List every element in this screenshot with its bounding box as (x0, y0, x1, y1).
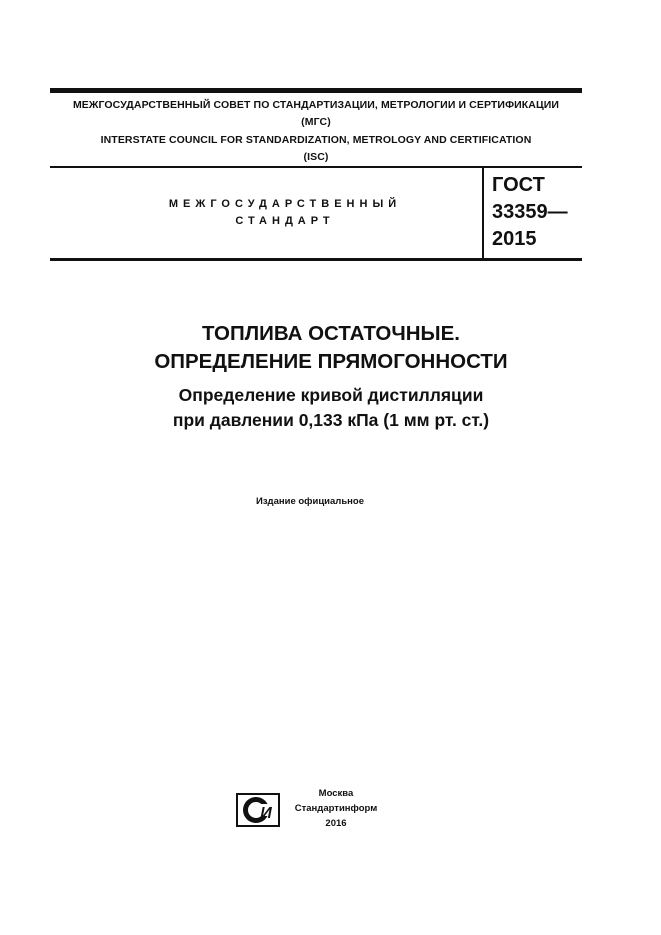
gost-code-line2: 33359— (492, 201, 568, 223)
publisher-block (288, 786, 384, 831)
header-rule (50, 166, 582, 168)
top-rule (50, 88, 582, 93)
council-ru-abbr: (МГС) (301, 116, 331, 128)
publisher-name: Стандартинформ (294, 803, 378, 814)
edition-label: Издание официальное (256, 496, 364, 507)
svg-text:И: И (260, 805, 272, 822)
standard-type-line1: МЕЖГОСУДАРСТВЕННЫЙ (168, 198, 402, 210)
standard-rule (50, 258, 582, 261)
publisher-year: 2016 (325, 818, 347, 829)
subtitle-line2: при давлении 0,133 кПа (1 мм рт. ст.) (172, 410, 490, 430)
council-ru-name: МЕЖГОСУДАРСТВЕННЫЙ СОВЕТ ПО СТАНДАРТИЗАЦИИ, МЕТРОЛОГИИ И СЕРТИФИКАЦИИ (72, 99, 560, 111)
code-divider (482, 168, 484, 260)
title-line1: ТОПЛИВА ОСТАТОЧНЫЕ. (202, 322, 460, 345)
gost-code-line1: ГОСТ (492, 174, 545, 196)
publisher-city: Москва (318, 788, 354, 799)
title-line2: ОПРЕДЕЛЕНИЕ ПРЯМОГОННОСТИ (154, 350, 508, 373)
standard-type-line2: СТАНДАРТ (235, 215, 335, 227)
council-en-name: INTERSTATE COUNCIL FOR STANDARDIZATION, METROLOGY AND CERTIFICATION (100, 134, 532, 146)
subtitle-line1: Определение кривой дистилляции (178, 385, 484, 405)
council-en-abbr: (ISC) (303, 151, 329, 163)
gost-code (492, 172, 580, 253)
council-header (50, 97, 582, 166)
standard-type-label (140, 196, 430, 230)
document-title (50, 320, 612, 376)
standartinform-logo-icon (236, 793, 280, 827)
document-subtitle (50, 383, 612, 433)
gost-code-line3: 2015 (492, 228, 537, 250)
